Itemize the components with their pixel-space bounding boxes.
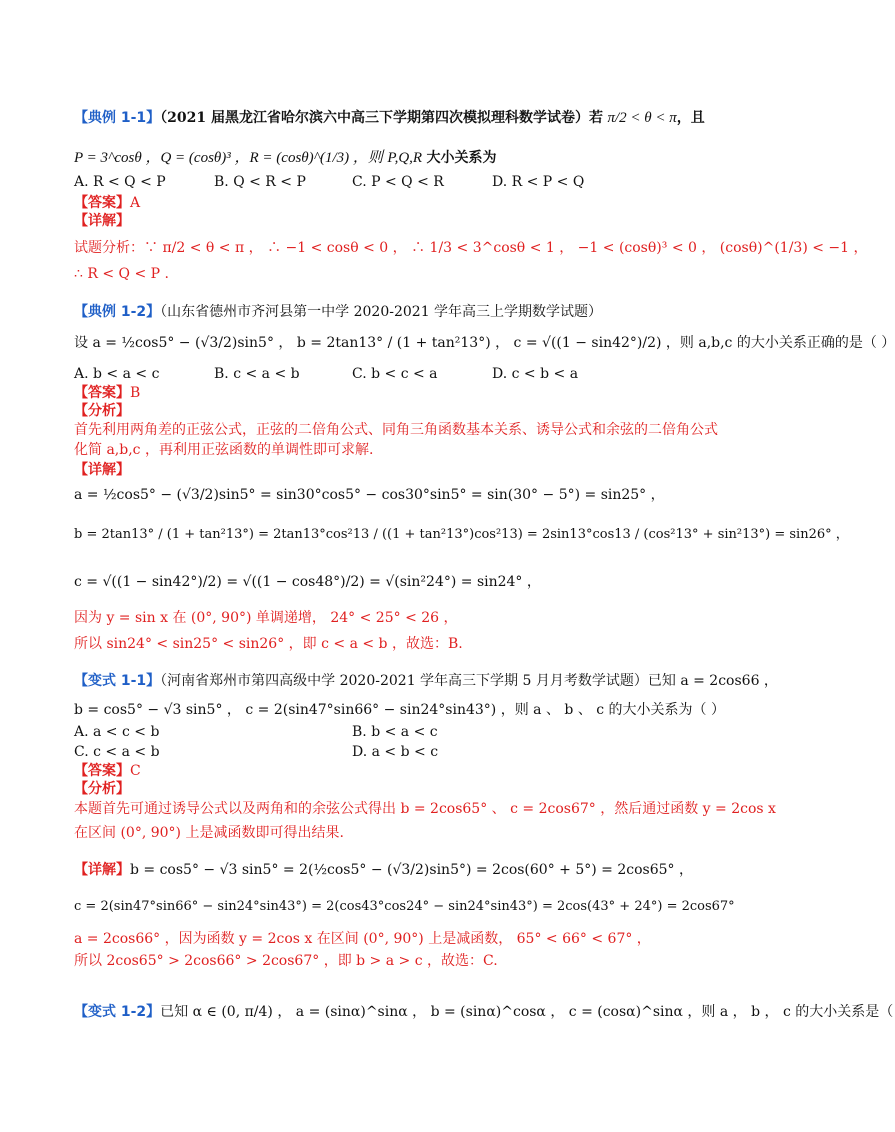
definitions-math: P = 3^cosθ ，Q = (cosθ)³ ，R = (cosθ)^(1/3) ，则 xyxy=(74,150,383,166)
detail-line-c: c = √((1 − sin42°)/2) = √((1 − cos48°)/2) = √(sin²24°) = sin24° ， xyxy=(74,574,541,590)
variant-1-1-line-1 xyxy=(74,671,778,691)
detail-tag: 【详解】 xyxy=(74,213,130,229)
option-d: D. R < P < Q xyxy=(492,174,585,190)
variant-1-2-statement xyxy=(74,1002,894,1022)
option-c: C. c < a < b xyxy=(74,744,160,760)
detail-text: b = cos5° − √3 sin5° = 2(½cos5° − (√3/2)sin5°) = 2cos(60° + 5°) = 2cos65° ， xyxy=(130,862,693,878)
example-tag: 【典例 1-1】 xyxy=(74,110,161,126)
answer-tag: 【答案】 xyxy=(74,763,130,779)
detail-line-b xyxy=(74,860,760,880)
detail-line-conclusion: 所以 sin24° < sin25° < sin26° ，即 c < a < b ，故选：B. xyxy=(74,636,463,652)
detail-line-c: c = 2(sin47°sin66° − sin24°sin43°) = 2(cos43°cos24° − sin24°sin43°) = 2cos(43° + 24°) = 2cos67° xyxy=(74,899,735,914)
detail-line-a: a = 2cos66° ，因为函数 y = 2cos x 在区间 (0°, 90°) 上是减函数， 65° < 66° < 67° ， xyxy=(74,931,651,947)
detail-line-monotonic: 因为 y = sin x 在 (0°, 90°) 单调递增， 24° < 25° < 26 ， xyxy=(74,610,458,626)
detail-line-a: a = ½cos5° − (√3/2)sin5° = sin30°cos5° − cos30°sin5° = sin(30° − 5°) = sin25° ， xyxy=(74,487,665,503)
analysis-tag: 【分析】 xyxy=(74,403,130,419)
detail-line-1: 试题分析：∵ π/2 < θ < π ， ∴ −1 < cosθ < 0 ， ∴ 1/3 < 3^cosθ < 1 ， −1 < (cosθ)³ < 0 ， (cosθ)^(1/3) < −1 ， xyxy=(74,240,868,256)
variant-source: （河南省郑州市第四高级中学 2020-2021 学年高三下学期 5 月月考数学试题）已知 a = 2cos66 ， xyxy=(160,673,778,689)
option-d: D. c < b < a xyxy=(492,366,579,382)
answer-value: A xyxy=(130,195,141,211)
answer-line xyxy=(74,761,760,781)
detail-line-b: b = 2tan13° / (1 + tan²13°) = 2tan13°cos²13 / ((1 + tan²13°)cos²13) = 2sin13°cos13 / (cos²13° + sin²13°) = sin26° ， xyxy=(74,527,849,542)
answer-value: B xyxy=(130,385,141,401)
detail-tag: 【详解】 xyxy=(74,862,130,878)
variant-text: 已知 α ∈ (0, π/4) ， a = (sinα)^sinα ， b = (sinα)^cosα ， c = (cosα)^sinα ，则 a ， b ， c 的大小关系是（ xyxy=(160,1004,894,1020)
analysis-line-2: 在区间 (0°, 90°) 上是减函数即可得出结果. xyxy=(74,825,344,841)
example-source: （山东省德州市齐河县第一中学 2020-2021 学年高三上学期数学试题） xyxy=(160,304,603,320)
option-b: B. c < a < b xyxy=(214,366,300,382)
answer-value: C xyxy=(130,763,141,779)
example-1-1-definitions xyxy=(74,148,760,168)
option-c: C. P < Q < R xyxy=(352,174,444,190)
variant-1-1-line-2: b = cos5° − √3 sin5° ， c = 2(sin47°sin66° − sin24°sin43°) ，则 a 、 b 、 c 的大小关系为（ ） xyxy=(74,702,726,718)
detail-tag: 【详解】 xyxy=(74,462,130,478)
detail-line-conclusion: 所以 2cos65° > 2cos66° > 2cos67° ，即 b > a > c ，故选：C. xyxy=(74,953,498,969)
option-d: D. a < b < c xyxy=(352,744,439,760)
example-1-1-header xyxy=(74,108,760,128)
answer-line xyxy=(74,193,760,213)
analysis-tag: 【分析】 xyxy=(74,781,130,797)
condition-suffix: ，且 xyxy=(676,110,705,126)
variant-tag: 【变式 1-2】 xyxy=(74,1004,161,1020)
variant-tag: 【变式 1-1】 xyxy=(74,673,161,689)
analysis-line-1: 本题首先可通过诱导公式以及两角和的余弦公式得出 b = 2cos65° 、 c = 2cos67° ，然后通过函数 y = 2cos x xyxy=(74,801,776,817)
option-a: A. a < c < b xyxy=(74,724,160,740)
condition-prefix: 若 xyxy=(589,110,604,126)
example-1-2-statement: 设 a = ½cos5° − (√3/2)sin5° ， b = 2tan13° / (1 + tan²13°) ， c = √((1 − sin42°)/2) ，则 a,b,c 的大小关系正确的是（ ） xyxy=(74,335,895,351)
analysis-line-1: 首先利用两角差的正弦公式，正弦的二倍角公式、同角三角函数基本关系、诱导公式和余弦的二倍角公式 xyxy=(74,422,718,438)
option-a: A. R < Q < P xyxy=(74,174,166,190)
option-a: A. b < a < c xyxy=(74,366,160,382)
detail-line-2: ∴ R < Q < P . xyxy=(74,266,169,282)
question-text: 大小关系为 xyxy=(426,150,497,166)
answer-tag: 【答案】 xyxy=(74,385,130,401)
analysis-line-2: 化简 a,b,c ，再利用正弦函数的单调性即可求解. xyxy=(74,442,374,458)
example-tag: 【典例 1-2】 xyxy=(74,304,161,320)
answer-line xyxy=(74,383,760,403)
example-source: （2021 届黑龙江省哈尔滨六中高三下学期第四次模拟理科数学试卷） xyxy=(160,110,590,126)
condition-math: π/2 < θ < π xyxy=(607,110,677,126)
answer-tag: 【答案】 xyxy=(74,195,130,211)
example-1-2-header xyxy=(74,302,760,322)
option-b: B. b < a < c xyxy=(352,724,438,740)
option-b: B. Q < R < P xyxy=(214,174,306,190)
option-c: C. b < c < a xyxy=(352,366,438,382)
question-vars: P,Q,R xyxy=(387,150,423,166)
